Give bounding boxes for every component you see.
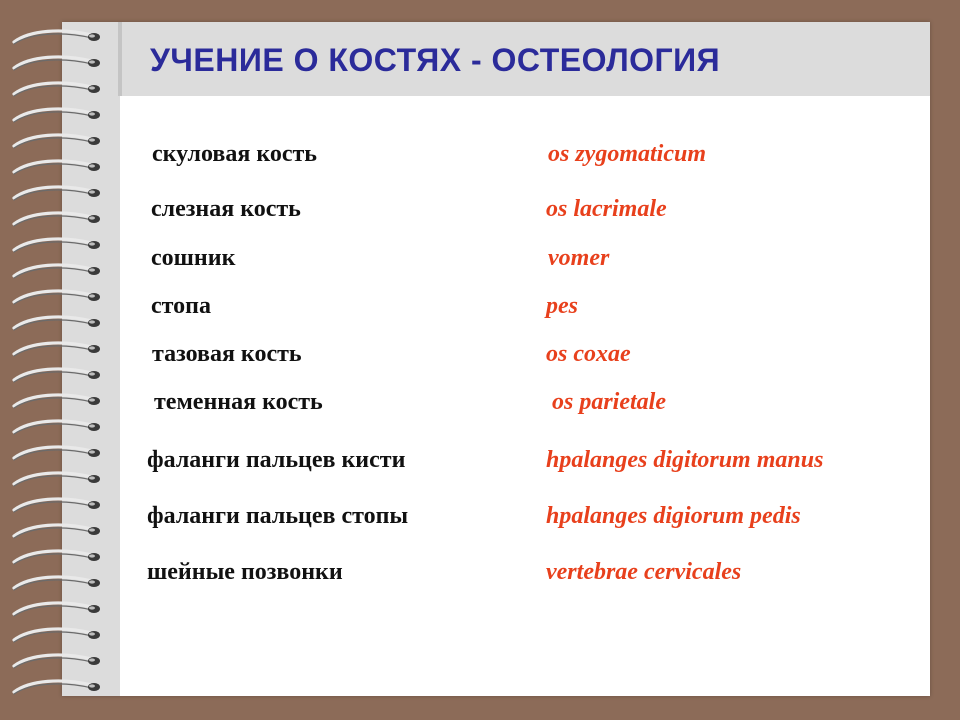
binding-ring <box>14 447 100 460</box>
binding-ring <box>14 577 100 590</box>
term-la: hpalanges digitorum manus <box>546 447 824 473</box>
term-la: hpalanges digiorum pedis <box>546 503 801 529</box>
term-la: pes <box>546 293 578 319</box>
term-ru: стопа <box>151 293 211 319</box>
binding-ring <box>14 187 100 200</box>
binding-ring <box>14 265 100 278</box>
term-ru: шейные позвонки <box>147 559 343 585</box>
binding-ring <box>14 551 100 564</box>
term-ru: сошник <box>151 245 236 271</box>
binding-ring <box>14 57 100 70</box>
term-ru: фаланги пальцев стопы <box>147 503 409 529</box>
binding-ring <box>14 343 100 356</box>
page-title: УЧЕНИЕ О КОСТЯХ - ОСТЕОЛОГИЯ <box>150 42 721 78</box>
term-ru: тазовая кость <box>152 341 302 367</box>
binding-ring <box>14 109 100 122</box>
term-la: os parietale <box>552 389 666 415</box>
term-ru: теменная кость <box>154 389 323 415</box>
binding-ring <box>14 213 100 226</box>
term-la: os coxae <box>546 341 631 367</box>
binding-ring <box>14 655 100 668</box>
binding-ring <box>14 473 100 486</box>
binding-ring <box>14 681 100 694</box>
binding-ring <box>14 317 100 330</box>
term-ru: фаланги пальцев кисти <box>147 447 406 473</box>
term-la: vomer <box>548 245 610 271</box>
binding-ring <box>14 83 100 96</box>
binding-ring <box>14 161 100 174</box>
binding-ring <box>14 499 100 512</box>
binding-ring <box>14 31 100 44</box>
term-ru: скуловая кость <box>152 141 317 167</box>
binding-ring <box>14 135 100 148</box>
term-la: os lacrimale <box>546 196 667 222</box>
spiral-binding-icon <box>0 0 120 720</box>
binding-ring <box>14 291 100 304</box>
binding-ring <box>14 421 100 434</box>
binding-ring <box>14 629 100 642</box>
binding-ring <box>14 603 100 616</box>
term-ru: слезная кость <box>151 196 301 222</box>
binding-ring <box>14 525 100 538</box>
binding-ring <box>14 395 100 408</box>
term-la: os zygomaticum <box>548 141 707 167</box>
term-la: vertebrae cervicales <box>546 559 742 585</box>
binding-ring <box>14 369 100 382</box>
binding-ring <box>14 239 100 252</box>
